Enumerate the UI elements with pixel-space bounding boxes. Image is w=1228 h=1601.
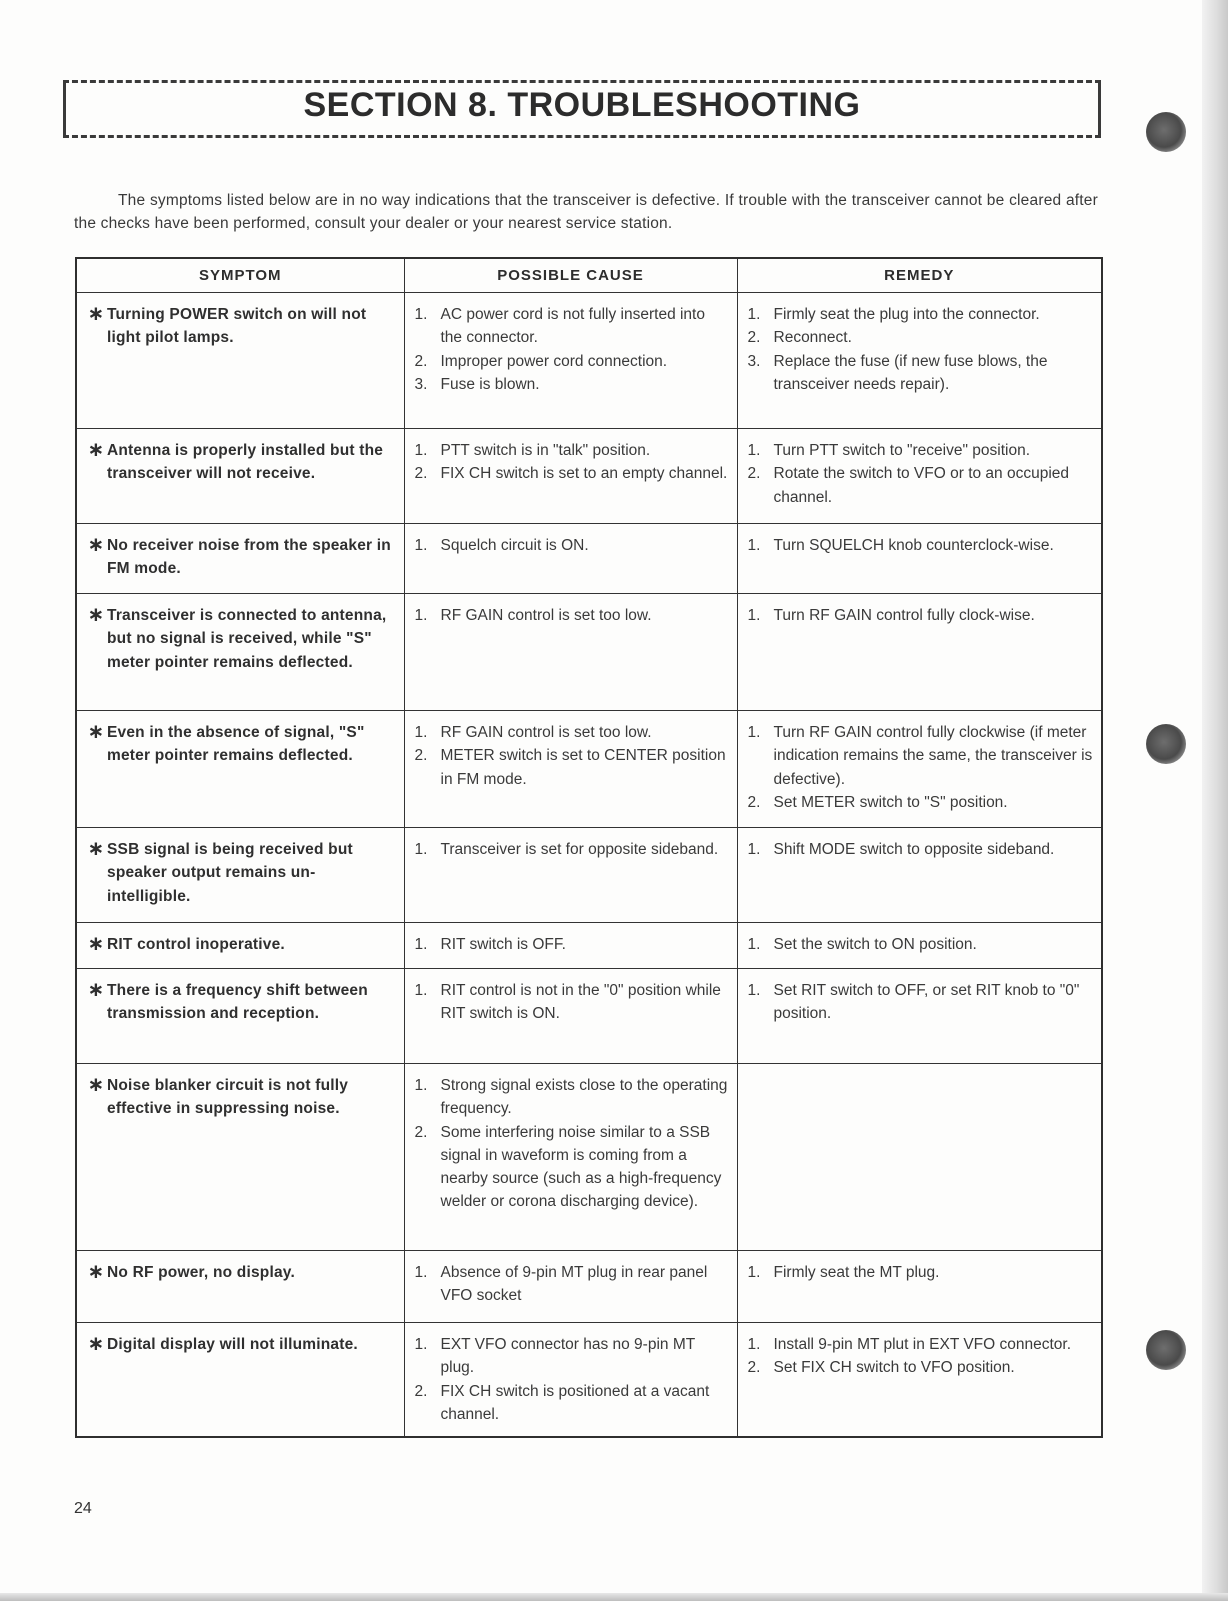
banner-top-border bbox=[63, 80, 1101, 83]
cause-cell bbox=[404, 711, 737, 828]
cause-list bbox=[413, 1333, 731, 1426]
item-number: 1. bbox=[414, 306, 428, 323]
item-number: 1. bbox=[414, 442, 428, 459]
item-number: 1. bbox=[747, 841, 761, 858]
table-row bbox=[76, 1323, 1102, 1437]
item-number: 1. bbox=[747, 936, 761, 953]
remedy-cell bbox=[737, 524, 1102, 594]
table-header-row bbox=[76, 258, 1102, 293]
asterisk-icon: ∗ bbox=[87, 838, 105, 860]
item-number: 1. bbox=[747, 1336, 761, 1353]
item-number: 1. bbox=[414, 936, 428, 953]
cause-item bbox=[413, 350, 731, 373]
symptom-cell bbox=[76, 711, 404, 828]
asterisk-icon: ∗ bbox=[87, 933, 105, 955]
remedy-list bbox=[746, 303, 1096, 396]
remedy-text: Turn RF GAIN control fully clockwise (if meter indication remains the same, the transceiver is defective). bbox=[773, 724, 1093, 788]
cause-list bbox=[413, 303, 731, 396]
remedy-cell bbox=[737, 969, 1102, 1064]
item-number: 2. bbox=[747, 1359, 761, 1377]
symptom-cell bbox=[76, 1251, 404, 1323]
item-number: 1. bbox=[414, 982, 428, 999]
item-number: 3. bbox=[414, 375, 428, 393]
symptom-cell bbox=[76, 293, 404, 429]
cause-text: RIT switch is OFF. bbox=[440, 936, 566, 953]
cause-list bbox=[413, 1074, 731, 1214]
item-number: 1. bbox=[747, 982, 761, 999]
table-row bbox=[76, 429, 1102, 524]
cause-cell bbox=[404, 594, 737, 711]
cause-text: RF GAIN control is set too low. bbox=[440, 724, 652, 741]
remedy-text: Turn PTT switch to "receive" position. bbox=[773, 442, 1031, 459]
item-number: 3. bbox=[747, 352, 761, 370]
item-number: 1. bbox=[747, 1264, 761, 1281]
header-symptom: SYMPTOM bbox=[76, 258, 404, 293]
item-number: 2. bbox=[747, 793, 761, 811]
section-title: SECTION 8. TROUBLESHOOTING bbox=[303, 86, 861, 124]
cause-item bbox=[413, 534, 731, 557]
table-row bbox=[76, 828, 1102, 923]
table-row bbox=[76, 293, 1102, 429]
symptom-text: Digital display will not illuminate. bbox=[107, 1336, 358, 1353]
symptom-text: No RF power, no display. bbox=[107, 1264, 295, 1281]
remedy-text: Install 9-pin MT plut in EXT VFO connector. bbox=[773, 1336, 1072, 1353]
item-number: 1. bbox=[414, 1264, 428, 1281]
cause-text: Fuse is blown. bbox=[440, 375, 540, 393]
cause-text: Absence of 9-pin MT plug in rear panel VFO socket bbox=[440, 1264, 708, 1305]
cause-text: Improper power cord connection. bbox=[440, 352, 668, 370]
cause-cell bbox=[404, 969, 737, 1064]
cause-item bbox=[413, 604, 731, 627]
table-row bbox=[76, 711, 1102, 828]
header-remedy: REMEDY bbox=[737, 258, 1102, 293]
cause-cell bbox=[404, 524, 737, 594]
remedy-text: Reconnect. bbox=[773, 329, 852, 347]
remedy-cell bbox=[737, 293, 1102, 429]
remedy-list bbox=[746, 838, 1096, 861]
remedy-item bbox=[746, 933, 1096, 956]
cause-item bbox=[413, 1380, 731, 1427]
item-number: 1. bbox=[747, 442, 761, 459]
table-row bbox=[76, 969, 1102, 1064]
symptom-text: RIT control inoperative. bbox=[107, 936, 285, 953]
cause-text: Squelch circuit is ON. bbox=[440, 537, 589, 554]
symptom-cell bbox=[76, 1323, 404, 1437]
remedy-item bbox=[746, 721, 1096, 791]
section-banner bbox=[63, 80, 1101, 138]
cause-item bbox=[413, 462, 731, 485]
asterisk-icon: ∗ bbox=[87, 1261, 105, 1283]
symptom-text: Even in the absence of signal, "S" meter pointer remains deflected. bbox=[107, 724, 365, 765]
cause-cell bbox=[404, 1251, 737, 1323]
item-number: 2. bbox=[747, 329, 761, 347]
remedy-text: Shift MODE switch to opposite sideband. bbox=[773, 841, 1055, 858]
cause-item bbox=[413, 979, 731, 1026]
cause-list bbox=[413, 838, 731, 861]
troubleshooting-table bbox=[75, 257, 1103, 1438]
page-edge-shadow bbox=[1202, 0, 1228, 1601]
remedy-list bbox=[746, 933, 1096, 956]
cause-item bbox=[413, 1121, 731, 1214]
remedy-list bbox=[746, 979, 1096, 1026]
symptom-text: SSB signal is being received but speaker output remains un-intelligible. bbox=[107, 841, 353, 905]
remedy-list bbox=[746, 1333, 1096, 1380]
symptom-text: Antenna is properly installed but the transceiver will not receive. bbox=[107, 442, 384, 483]
remedy-list bbox=[746, 604, 1096, 627]
symptom-cell bbox=[76, 923, 404, 969]
asterisk-icon: ∗ bbox=[87, 979, 105, 1001]
item-number: 1. bbox=[747, 537, 761, 554]
remedy-item bbox=[746, 326, 1096, 349]
remedy-cell bbox=[737, 1251, 1102, 1323]
remedy-cell bbox=[737, 1323, 1102, 1437]
remedy-text: Set RIT switch to OFF, or set RIT knob to "0" position. bbox=[773, 982, 1080, 1023]
remedy-list bbox=[746, 721, 1096, 814]
cause-item bbox=[413, 1333, 731, 1380]
cause-cell bbox=[404, 828, 737, 923]
remedy-item bbox=[746, 462, 1096, 509]
cause-text: RIT control is not in the "0" position while RIT switch is ON. bbox=[440, 982, 721, 1023]
cause-item bbox=[413, 373, 731, 396]
cause-item bbox=[413, 838, 731, 861]
remedy-cell bbox=[737, 1064, 1102, 1251]
cause-item bbox=[413, 303, 731, 350]
remedy-item bbox=[746, 534, 1096, 557]
remedy-text: Turn SQUELCH knob counterclock-wise. bbox=[773, 537, 1054, 554]
item-number: 1. bbox=[414, 1336, 428, 1353]
table-row bbox=[76, 524, 1102, 594]
remedy-cell bbox=[737, 711, 1102, 828]
header-possible-cause: POSSIBLE CAUSE bbox=[404, 258, 737, 293]
symptom-text: Turning POWER switch on will not light pilot lamps. bbox=[107, 306, 367, 347]
remedy-cell bbox=[737, 429, 1102, 524]
remedy-list bbox=[746, 439, 1096, 509]
remedy-text: Firmly seat the MT plug. bbox=[773, 1264, 940, 1281]
cause-item bbox=[413, 933, 731, 956]
cause-list bbox=[413, 534, 731, 557]
remedy-item bbox=[746, 791, 1096, 814]
remedy-item bbox=[746, 1333, 1096, 1356]
symptom-cell bbox=[76, 429, 404, 524]
symptom-text: No receiver noise from the speaker in FM mode. bbox=[107, 537, 391, 578]
remedy-text: Turn RF GAIN control fully clock-wise. bbox=[773, 607, 1035, 624]
cause-cell bbox=[404, 293, 737, 429]
item-number: 2. bbox=[414, 1382, 428, 1400]
cause-item bbox=[413, 744, 731, 791]
cause-text: Strong signal exists close to the operating frequency. bbox=[440, 1077, 728, 1118]
asterisk-icon: ∗ bbox=[87, 604, 105, 626]
table-row bbox=[76, 1064, 1102, 1251]
remedy-item bbox=[746, 439, 1096, 462]
cause-text: Transceiver is set for opposite sideband. bbox=[440, 841, 719, 858]
item-number: 1. bbox=[747, 607, 761, 624]
symptom-cell bbox=[76, 594, 404, 711]
remedy-cell bbox=[737, 594, 1102, 711]
cause-item bbox=[413, 1074, 731, 1121]
remedy-cell bbox=[737, 828, 1102, 923]
symptom-text: Transceiver is connected to antenna, but no signal is received, while "S" meter pointer remains deflected. bbox=[107, 607, 387, 671]
symptom-cell bbox=[76, 969, 404, 1064]
remedy-text: Set FIX CH switch to VFO position. bbox=[773, 1359, 1015, 1377]
item-number: 2. bbox=[414, 1123, 428, 1141]
item-number: 2. bbox=[414, 747, 428, 765]
remedy-item bbox=[746, 604, 1096, 627]
remedy-text: Rotate the switch to VFO or to an occupied channel. bbox=[773, 465, 1070, 506]
remedy-item bbox=[746, 1356, 1096, 1379]
cause-item bbox=[413, 439, 731, 462]
cause-item bbox=[413, 721, 731, 744]
remedy-item bbox=[746, 838, 1096, 861]
remedy-text: Firmly seat the plug into the connector. bbox=[773, 306, 1040, 323]
remedy-text: Set METER switch to "S" position. bbox=[773, 793, 1008, 811]
remedy-cell bbox=[737, 923, 1102, 969]
page-number: 24 bbox=[74, 1500, 92, 1517]
asterisk-icon: ∗ bbox=[87, 721, 105, 743]
cause-text: METER switch is set to CENTER position in FM mode. bbox=[440, 747, 726, 788]
remedy-item bbox=[746, 979, 1096, 1026]
page-bottom-edge bbox=[0, 1593, 1228, 1601]
item-number: 1. bbox=[414, 841, 428, 858]
remedy-item bbox=[746, 350, 1096, 397]
table-row bbox=[76, 1251, 1102, 1323]
item-number: 1. bbox=[747, 306, 761, 323]
item-number: 1. bbox=[414, 724, 428, 741]
table-row bbox=[76, 594, 1102, 711]
remedy-item bbox=[746, 1261, 1096, 1284]
cause-cell bbox=[404, 1323, 737, 1437]
cause-list bbox=[413, 604, 731, 627]
symptom-cell bbox=[76, 524, 404, 594]
cause-cell bbox=[404, 923, 737, 969]
cause-text: AC power cord is not fully inserted into the connector. bbox=[440, 306, 705, 347]
cause-list bbox=[413, 1261, 731, 1308]
asterisk-icon: ∗ bbox=[87, 534, 105, 556]
item-number: 2. bbox=[414, 465, 428, 483]
cause-item bbox=[413, 1261, 731, 1308]
asterisk-icon: ∗ bbox=[87, 439, 105, 461]
remedy-text: Replace the fuse (if new fuse blows, the transceiver needs repair). bbox=[773, 352, 1048, 393]
item-number: 1. bbox=[414, 1077, 428, 1094]
banner-bottom-border bbox=[63, 135, 1101, 138]
item-number: 2. bbox=[747, 465, 761, 483]
asterisk-icon: ∗ bbox=[87, 303, 105, 325]
cause-text: Some interfering noise similar to a SSB signal in waveform is coming from a nearby source (such as a high-frequency welder or corona discharging device). bbox=[440, 1123, 722, 1211]
cause-cell bbox=[404, 1064, 737, 1251]
item-number: 1. bbox=[414, 537, 428, 554]
cause-list bbox=[413, 439, 731, 486]
symptom-cell bbox=[76, 828, 404, 923]
binder-hole-icon bbox=[1146, 724, 1186, 764]
item-number: 1. bbox=[414, 607, 428, 624]
table-row bbox=[76, 923, 1102, 969]
cause-text: PTT switch is in "talk" position. bbox=[440, 442, 651, 459]
cause-text: FIX CH switch is set to an empty channel. bbox=[440, 465, 728, 483]
remedy-list bbox=[746, 1261, 1096, 1284]
binder-hole-icon bbox=[1146, 112, 1186, 152]
remedy-text: Set the switch to ON position. bbox=[773, 936, 977, 953]
asterisk-icon: ∗ bbox=[87, 1333, 105, 1355]
symptom-cell bbox=[76, 1064, 404, 1251]
cause-text: EXT VFO connector has no 9-pin MT plug. bbox=[440, 1336, 695, 1377]
symptom-text: Noise blanker circuit is not fully effective in suppressing noise. bbox=[107, 1077, 349, 1118]
cause-list bbox=[413, 721, 731, 791]
cause-list bbox=[413, 979, 731, 1026]
cause-text: RF GAIN control is set too low. bbox=[440, 607, 652, 624]
item-number: 2. bbox=[414, 352, 428, 370]
item-number: 1. bbox=[747, 724, 761, 741]
asterisk-icon: ∗ bbox=[87, 1074, 105, 1096]
cause-text: FIX CH switch is positioned at a vacant channel. bbox=[440, 1382, 710, 1423]
intro-paragraph: The symptoms listed below are in no way indications that the transceiver is defective. If trouble with the transceiver cannot be cleared after the checks have been performed, consult your dealer or your nearest service station. bbox=[74, 192, 1098, 232]
symptom-text: There is a frequency shift between transmission and reception. bbox=[107, 982, 368, 1023]
cause-list bbox=[413, 933, 731, 956]
binder-hole-icon bbox=[1146, 1330, 1186, 1370]
remedy-item bbox=[746, 303, 1096, 326]
cause-cell bbox=[404, 429, 737, 524]
remedy-list bbox=[746, 534, 1096, 557]
